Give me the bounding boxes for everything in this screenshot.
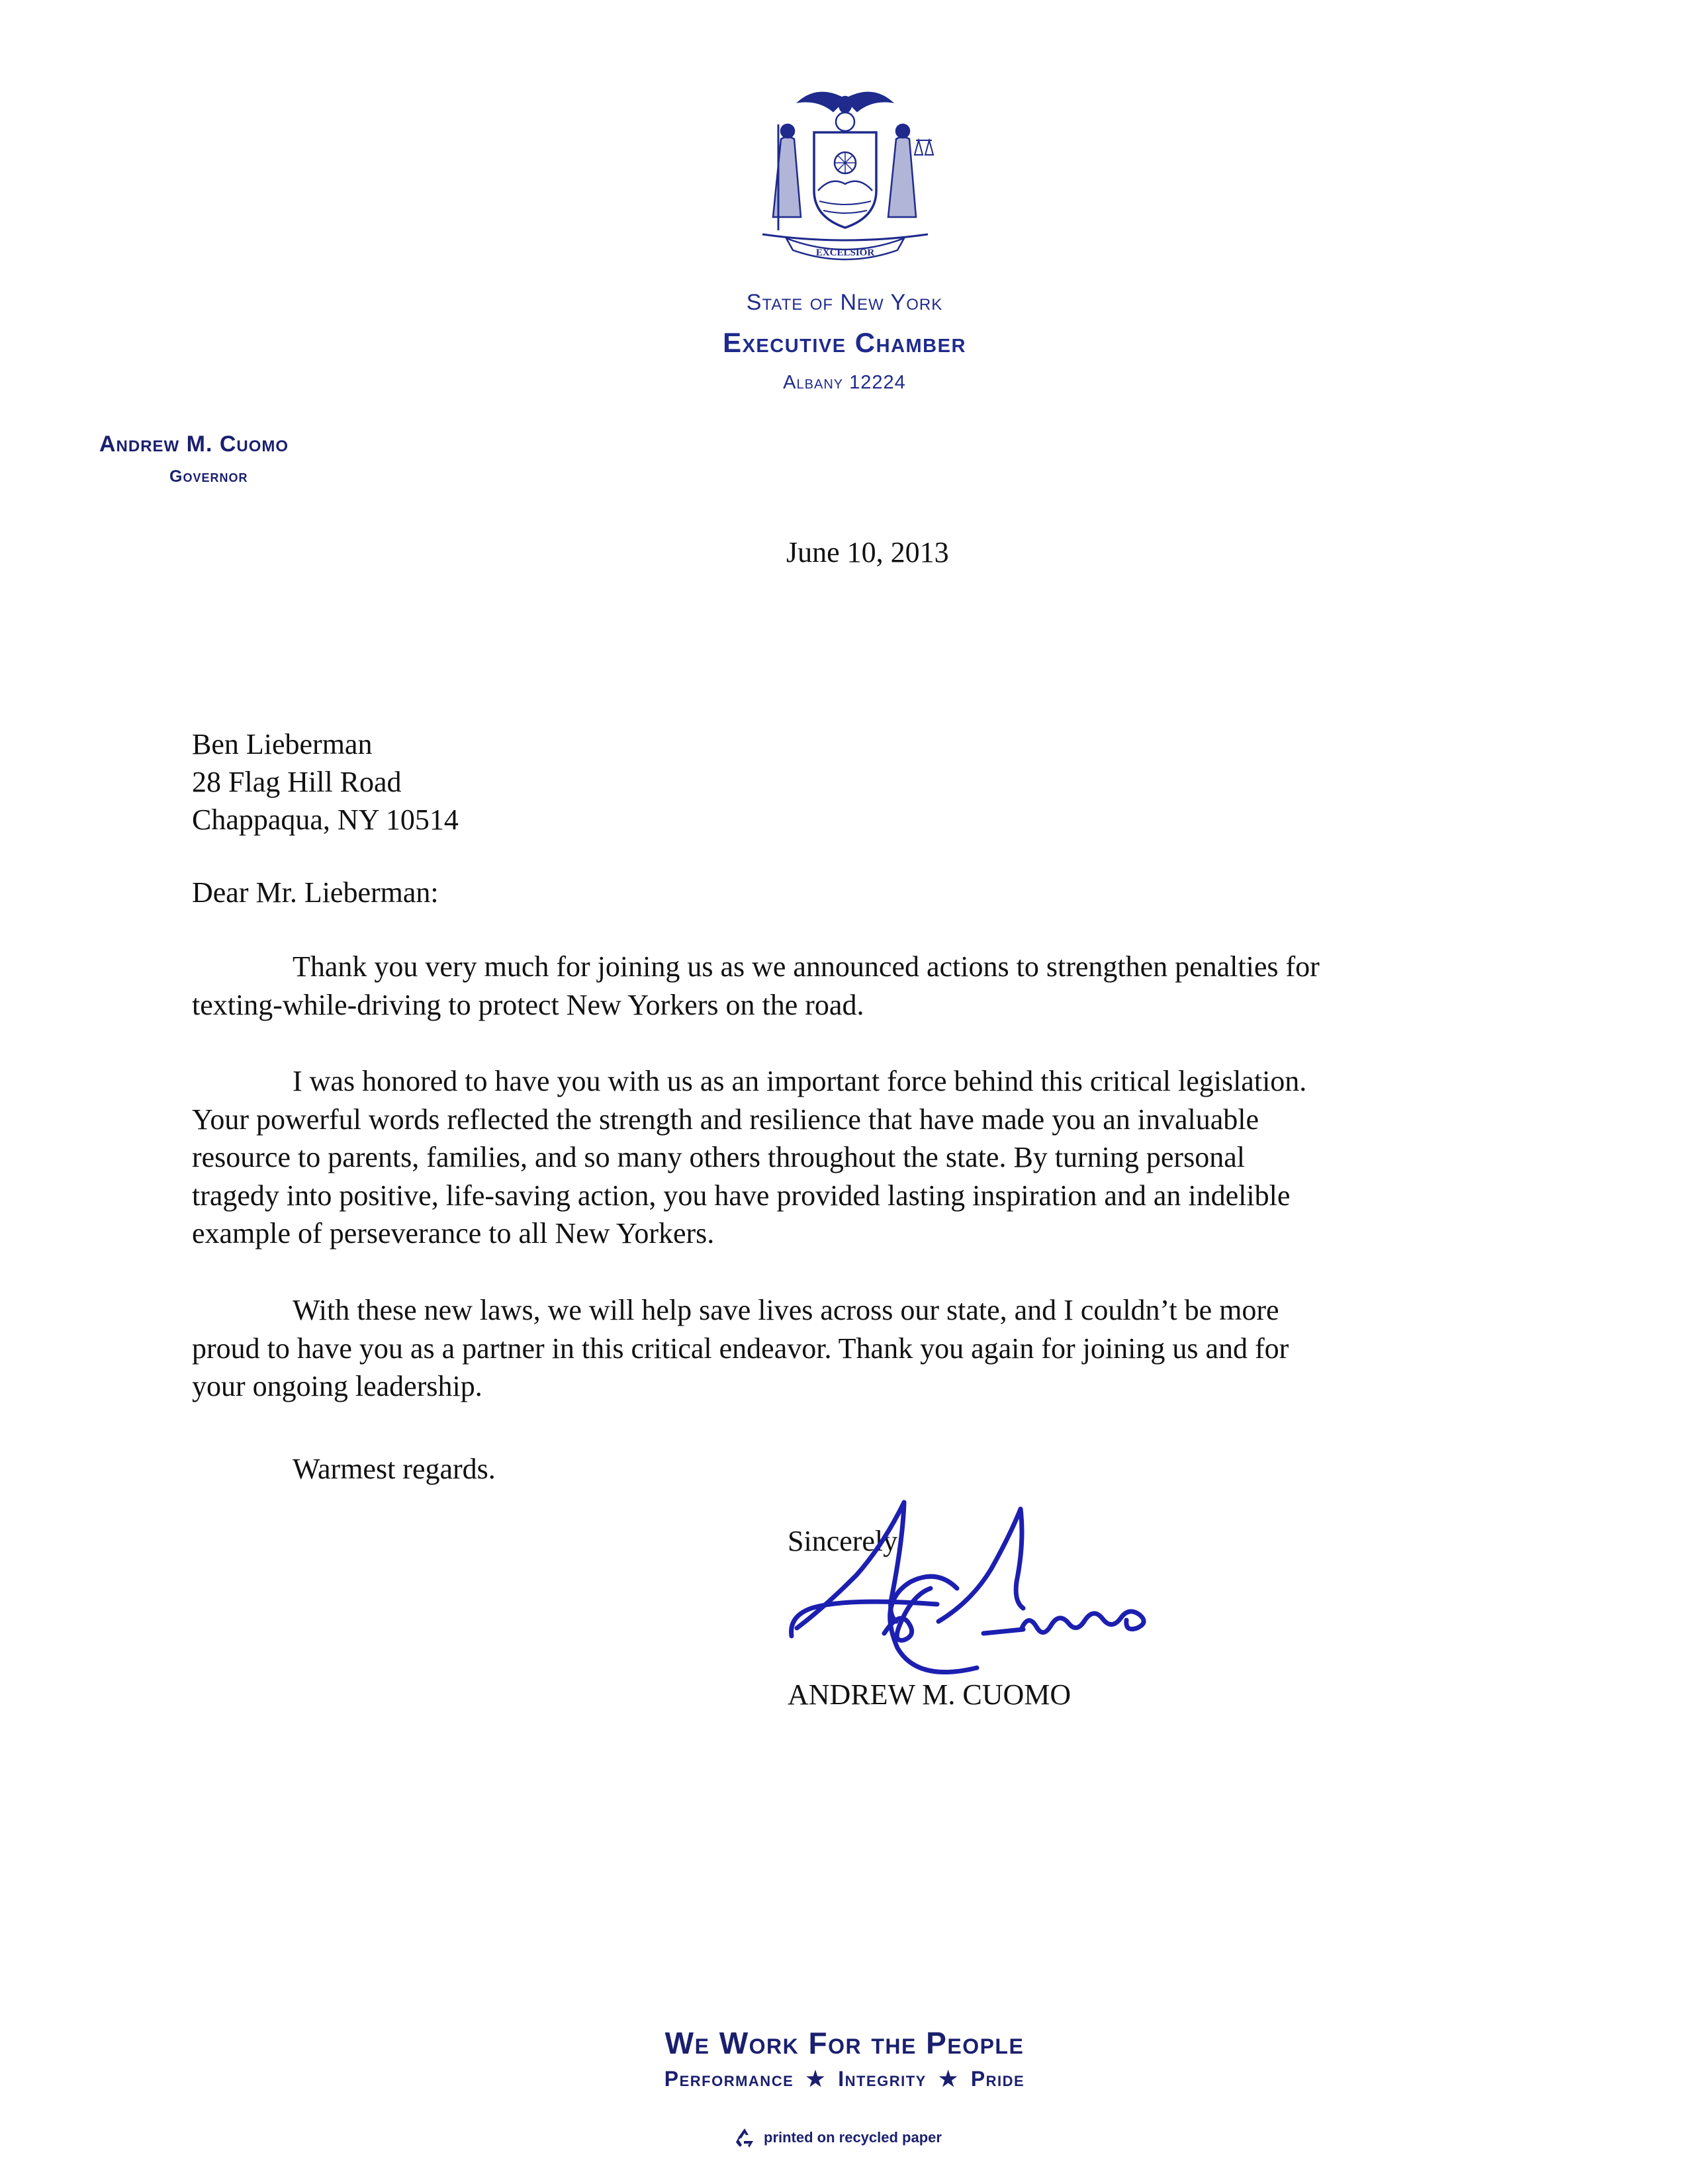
recycled-paper-label: printed on recycled paper (764, 2129, 942, 2146)
value-integrity: Integrity (838, 2067, 927, 2091)
sign-off: Sincerely, (788, 1525, 903, 1557)
body-paragraph-3 (192, 1291, 1463, 1406)
value-pride: Pride (970, 2067, 1025, 2091)
footer-values (0, 2066, 1689, 2091)
paragraph-line: With these new laws, we will help save lives across our state, and I couldn’t be more (293, 1294, 1279, 1326)
paragraph-line: tragedy into positive, life-saving action, you have provided lasting inspiration and an indelible (192, 1179, 1291, 1212)
new-york-state-seal (749, 85, 941, 270)
closing: Warmest regards. (293, 1453, 496, 1485)
paragraph-line: example of perseverance to all New Yorkers. (192, 1217, 715, 1250)
seal-motto: EXCELSIOR (815, 248, 875, 258)
letterhead-state: State of New York (746, 290, 943, 315)
body-paragraph-2 (192, 1062, 1463, 1253)
paragraph-line: I was honored to have you with us as an important force behind this critical legislation. (293, 1065, 1307, 1097)
paragraph-line: your ongoing leadership. (192, 1370, 482, 1402)
signer-name: ANDREW M. CUOMO (788, 1678, 1072, 1711)
recipient-street: 28 Flag Hill Road (192, 766, 402, 798)
footer-motto: We Work For the People (664, 2026, 1025, 2060)
value-performance: Performance (664, 2067, 794, 2091)
recycled-paper-note (733, 2124, 942, 2151)
star-icon: ★ (938, 2067, 959, 2091)
recipient-address (192, 725, 459, 839)
paragraph-line: proud to have you as a partner in this critical endeavor. Thank you again for joining us and for (192, 1332, 1289, 1365)
body-paragraph-1 (192, 948, 1463, 1024)
paragraph-line: texting-while-driving to protect New Yorkers on the road. (192, 988, 864, 1021)
paragraph-line: resource to parents, families, and so many others throughout the state. By turning personal (192, 1141, 1245, 1173)
recipient-city: Chappaqua, NY 10514 (192, 803, 459, 836)
salutation: Dear Mr. Lieberman: (192, 876, 439, 909)
paragraph-line: Your powerful words reflected the strength and resilience that have made you an invaluable (192, 1103, 1259, 1136)
star-icon: ★ (805, 2067, 826, 2091)
handwritten-signature (785, 1482, 1222, 1674)
letterhead-office: Executive Chamber (723, 327, 966, 358)
recipient-name: Ben Lieberman (192, 728, 373, 760)
letter-date: June 10, 2013 (786, 536, 949, 569)
governor-title: Governor (169, 467, 248, 486)
governor-name: Andrew M. Cuomo (99, 432, 289, 457)
letterhead-city: Albany 12224 (783, 372, 906, 393)
paragraph-line: Thank you very much for joining us as we announced actions to strengthen penalties for (293, 950, 1320, 983)
recycle-icon (733, 2126, 756, 2149)
